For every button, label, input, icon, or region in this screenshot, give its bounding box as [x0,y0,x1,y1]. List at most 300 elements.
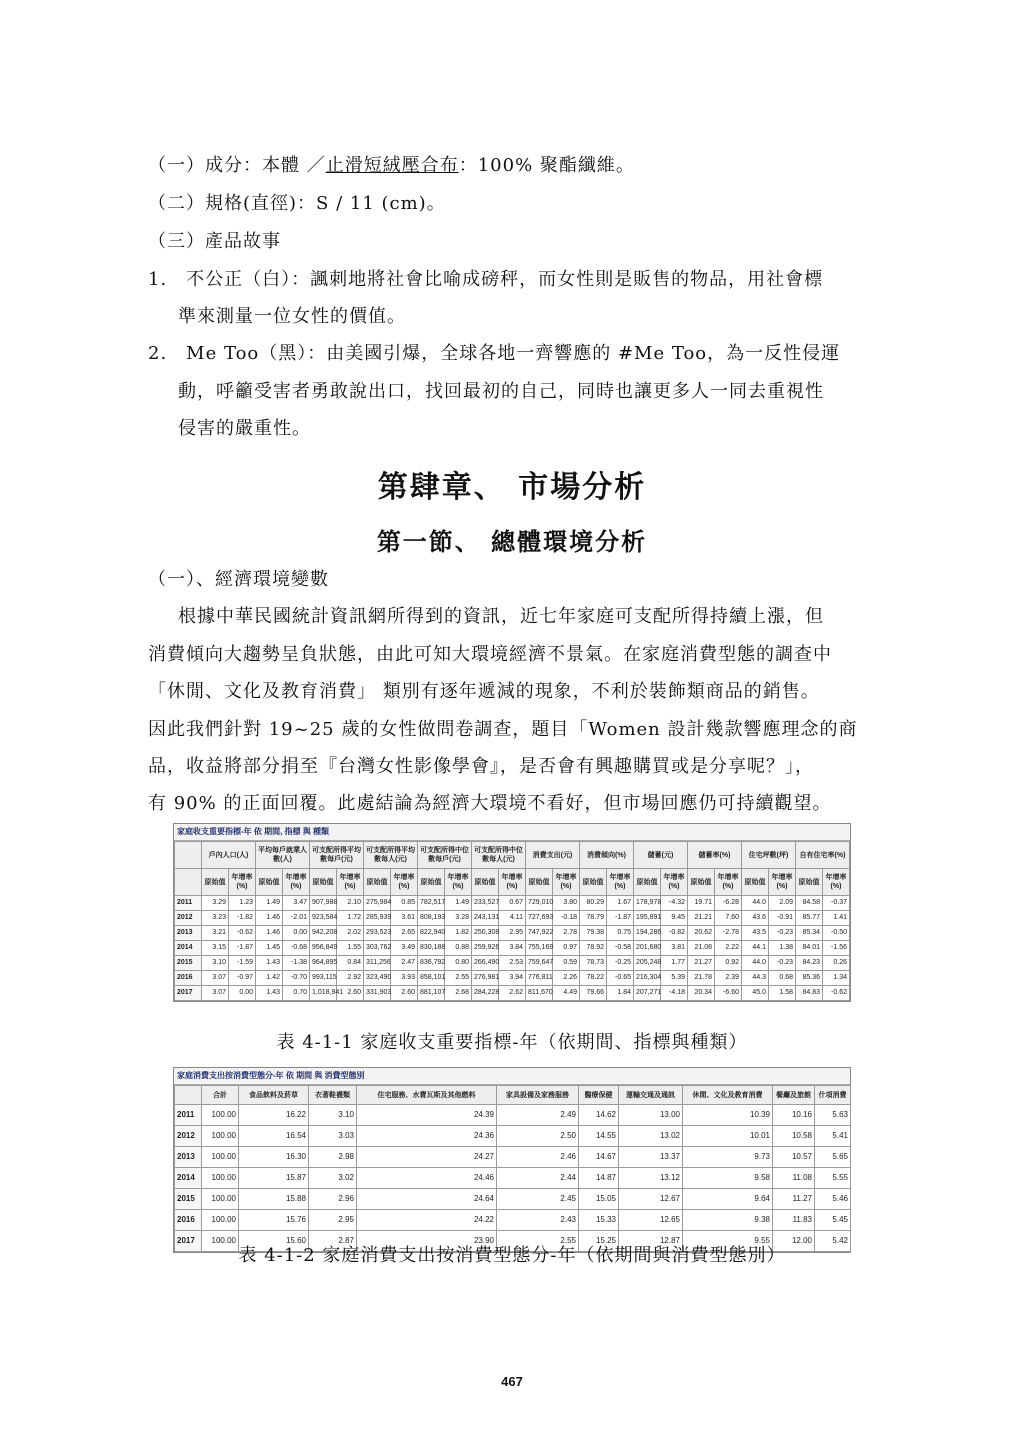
value-cell: 2.26 [553,971,580,986]
year-cell: 2012 [175,911,202,926]
group-header: 可支配所得中位數每人(元) [472,842,526,869]
value-cell: 44.0 [742,896,769,911]
value-cell: 3.49 [391,941,418,956]
value-cell: 100.00 [202,1126,239,1147]
value-cell: 78.73 [580,956,607,971]
value-cell: 2.55 [445,971,472,986]
year-cell: 2014 [175,1168,202,1189]
value-cell: 12.65 [619,1210,683,1231]
year-cell: 2017 [175,1231,202,1252]
value-cell: 2.68 [445,986,472,1001]
value-cell: 24.22 [357,1210,497,1231]
value-cell: 1.55 [337,941,364,956]
consumption-table [173,1067,851,1253]
value-cell: -0.82 [661,926,688,941]
value-cell: 3.10 [202,956,229,971]
value-cell: 7.60 [715,911,742,926]
value-cell: 100.00 [202,1231,239,1252]
value-cell: 12.67 [619,1189,683,1210]
value-cell: 2.78 [553,926,580,941]
household-income-table [173,823,851,1002]
value-cell: 14.67 [579,1147,619,1168]
value-cell: 331,903 [364,986,391,1001]
value-cell: 1,018,941 [310,986,337,1001]
value-cell: 15.88 [239,1189,309,1210]
value-cell: 5.55 [815,1168,851,1189]
value-cell: 836,792 [418,956,445,971]
value-cell: 100.00 [202,1168,239,1189]
value-cell: 275,984 [364,896,391,911]
column-header: 合計 [202,1086,239,1105]
table-row [175,926,850,941]
value-cell: 84.58 [796,896,823,911]
value-cell: 311,256 [364,956,391,971]
value-cell: 1.46 [256,926,283,941]
value-cell: 100.00 [202,1210,239,1231]
sub-header-growth: 年增率(%) [337,869,364,896]
value-cell: 16.22 [239,1105,309,1126]
sub-header-growth: 年增率(%) [283,869,310,896]
value-cell: 100.00 [202,1147,239,1168]
household-income-grid [174,841,850,1001]
value-cell: 85.77 [796,911,823,926]
value-cell: 2.44 [497,1168,579,1189]
value-cell: 993,115 [310,971,337,986]
table-row [175,896,850,911]
value-cell: 3.10 [309,1105,357,1126]
sub-header-raw: 原始值 [472,869,499,896]
paragraph-line-2: 消費傾向大趨勢呈負狀態，由此可知大環境經濟不景氣。在家庭消費型態的調查中 [148,644,832,665]
sub-header-raw: 原始值 [364,869,391,896]
value-cell: 2.43 [497,1210,579,1231]
value-cell: 3.29 [202,896,229,911]
sub-header-raw: 原始值 [202,869,229,896]
column-header: 運輸交通及通訊 [619,1086,683,1105]
table-row [175,1210,851,1231]
value-cell: 1.72 [337,911,364,926]
value-cell: 2.09 [769,896,796,911]
value-cell: 1.49 [445,896,472,911]
value-cell: 2.46 [497,1147,579,1168]
value-cell: 15.87 [239,1168,309,1189]
value-cell: 1.23 [229,896,256,911]
sub-header-growth: 年增率(%) [607,869,634,896]
paragraph-line-1: 根據中華民國統計資訊網所得到的資訊，近七年家庭可支配所得持續上漲，但 [178,606,824,627]
value-cell: 5.42 [815,1231,851,1252]
value-cell: 276,981 [472,971,499,986]
year-cell: 2015 [175,1189,202,1210]
value-cell: 3.47 [283,896,310,911]
value-cell: 78.92 [580,941,607,956]
value-cell: 80.29 [580,896,607,911]
column-header: 衣著鞋襪類 [309,1086,357,1105]
value-cell: 5.63 [815,1105,851,1126]
value-cell: 100.00 [202,1189,239,1210]
value-cell: 0.80 [445,956,472,971]
value-cell: 3.93 [391,971,418,986]
value-cell: 1.77 [661,956,688,971]
value-cell: 755,169 [526,941,553,956]
value-cell: 1.43 [256,956,283,971]
value-cell: -1.87 [229,941,256,956]
value-cell: 45.0 [742,986,769,1001]
story-item-1-line-1: 1. 不公正（白）：諷刺地將社會比喻成磅秤，而女性則是販售的物品，用社會標 [148,269,824,290]
group-header: 可支配所得平均數每戶(元) [310,842,364,869]
value-cell: 85.36 [796,971,823,986]
sub-header-raw: 原始值 [688,869,715,896]
column-header: 休閒、文化及教育消費 [683,1086,773,1105]
value-cell: 10.57 [773,1147,815,1168]
value-cell: 2.60 [391,986,418,1001]
spec-material-label: （一）成分：本體 ／ [148,155,326,176]
year-cell: 2016 [175,1210,202,1231]
group-header: 可支配所得平均數每人(元) [364,842,418,869]
value-cell: 12.87 [619,1231,683,1252]
value-cell: 3.81 [661,941,688,956]
table-row [175,1105,851,1126]
value-cell: 250,308 [472,926,499,941]
value-cell: 13.00 [619,1105,683,1126]
value-cell: 776,811 [526,971,553,986]
group-header: 消費支出(元) [526,842,580,869]
sub-header-growth: 年增率(%) [445,869,472,896]
sub-header-raw: 原始值 [526,869,553,896]
value-cell: 14.55 [579,1126,619,1147]
sub-header-growth: 年增率(%) [823,869,850,896]
value-cell: 24.46 [357,1168,497,1189]
value-cell: -1.82 [229,911,256,926]
value-cell: -0.58 [607,941,634,956]
table-row [175,911,850,926]
value-cell: 2.50 [497,1126,579,1147]
value-cell: 266,490 [472,956,499,971]
value-cell: -0.97 [229,971,256,986]
value-cell: 13.12 [619,1168,683,1189]
value-cell: 44.1 [742,941,769,956]
table-row [175,1126,851,1147]
group-header: 可支配所得中位數每戶(元) [418,842,472,869]
value-cell: 21.27 [688,956,715,971]
value-cell: 2.96 [309,1189,357,1210]
value-cell: 9.64 [683,1189,773,1210]
value-cell: 5.46 [815,1189,851,1210]
value-cell: 0.75 [607,926,634,941]
value-cell: 0.59 [553,956,580,971]
value-cell: 923,584 [310,911,337,926]
paragraph-line-4: 因此我們針對 19~25 歲的女性做問卷調查，題目「Women 設計幾款響應理念的商 [148,719,858,740]
group-header: 儲蓄(元) [634,842,688,869]
paragraph-line-6: 有 90% 的正面回覆。此處結論為經濟大環境不看好，但市場回應仍可持續觀望。 [148,793,832,814]
value-cell: 10.16 [773,1105,815,1126]
value-cell: 15.76 [239,1210,309,1231]
table-row [175,1189,851,1210]
value-cell: 956,849 [310,941,337,956]
value-cell: 5.45 [815,1210,851,1231]
value-cell: 284,228 [472,986,499,1001]
value-cell: -2.78 [715,926,742,941]
sub-header-growth: 年增率(%) [553,869,580,896]
value-cell: 259,926 [472,941,499,956]
value-cell: 16.54 [239,1126,309,1147]
sub-header-raw: 原始值 [634,869,661,896]
value-cell: 727,693 [526,911,553,926]
value-cell: 207,271 [634,986,661,1001]
value-cell: 23.90 [357,1231,497,1252]
group-header: 儲蓄率(%) [688,842,742,869]
value-cell: 3.02 [309,1168,357,1189]
value-cell: 0.70 [283,986,310,1001]
value-cell: 79.38 [580,926,607,941]
value-cell: 0.92 [715,956,742,971]
value-cell: 2.95 [499,926,526,941]
value-cell: 24.27 [357,1147,497,1168]
value-cell: -0.62 [229,926,256,941]
value-cell: 303,762 [364,941,391,956]
value-cell: 1.34 [823,971,850,986]
sub-header-growth: 年增率(%) [715,869,742,896]
household-income-table-title: 家庭收支重要指標-年 依 期間, 指標 與 種類 [174,824,850,841]
table-sub-header-row [175,869,850,896]
value-cell: 100.00 [202,1105,239,1126]
consumption-grid [174,1085,851,1252]
value-cell: 11.27 [773,1189,815,1210]
value-cell: 84.23 [796,956,823,971]
value-cell: 43.5 [742,926,769,941]
value-cell: 2.87 [309,1231,357,1252]
value-cell: -6.60 [715,986,742,1001]
sub-header-growth: 年增率(%) [769,869,796,896]
value-cell: 2.92 [337,971,364,986]
year-sub-header [175,869,202,896]
value-cell: 13.37 [619,1147,683,1168]
value-cell: 2.49 [497,1105,579,1126]
value-cell: 2.98 [309,1147,357,1168]
value-cell: 205,248 [634,956,661,971]
value-cell: -4.18 [661,986,688,1001]
value-cell: 195,891 [634,911,661,926]
value-cell: 15.05 [579,1189,619,1210]
value-cell: 942,208 [310,926,337,941]
sub-header-growth: 年增率(%) [229,869,256,896]
value-cell: -1.59 [229,956,256,971]
value-cell: 13.02 [619,1126,683,1147]
subsection-title: （一）、經濟環境變數 [148,569,329,590]
year-cell: 2011 [175,1105,202,1126]
value-cell: 9.58 [683,1168,773,1189]
value-cell: -0.50 [823,926,850,941]
value-cell: 3.15 [202,941,229,956]
value-cell: 14.87 [579,1168,619,1189]
sub-header-raw: 原始值 [796,869,823,896]
value-cell: -0.65 [607,971,634,986]
value-cell: 1.67 [607,896,634,911]
paragraph-line-5: 品，收益將部分捐至『台灣女性影像學會』，是否會有興趣購買或是分享呢？」， [148,756,814,777]
value-cell: 811,670 [526,986,553,1001]
story-item-1-line-2: 準來測量一位女性的價值。 [178,306,406,327]
value-cell: 15.60 [239,1231,309,1252]
value-cell: 201,680 [634,941,661,956]
consumption-table-title: 家庭消費支出按消費型態分-年 依 期間 與 消費型態別 [174,1068,850,1085]
story-item-2-line-2: 動，呼籲受害者勇敢說出口，找回最初的自己，同時也讓更多人一同去重視性 [178,381,824,402]
value-cell: 21.21 [688,911,715,926]
year-cell: 2011 [175,896,202,911]
value-cell: 830,188 [418,941,445,956]
page-number: 467 [501,1374,523,1389]
value-cell: -0.18 [553,911,580,926]
table-row [175,956,850,971]
value-cell: 9.55 [683,1231,773,1252]
column-header: 家具設備及家務服務 [497,1086,579,1105]
value-cell: 2.39 [715,971,742,986]
value-cell: 21.78 [688,971,715,986]
table-row [175,986,850,1001]
sub-header-raw: 原始值 [418,869,445,896]
value-cell: 0.00 [229,986,256,1001]
value-cell: 20.62 [688,926,715,941]
value-cell: 5.39 [661,971,688,986]
column-header: 食品飲料及菸草 [239,1086,309,1105]
value-cell: 0.88 [445,941,472,956]
table-header-row [175,1086,851,1105]
value-cell: 782,517 [418,896,445,911]
value-cell: 729,010 [526,896,553,911]
value-cell: 43.6 [742,911,769,926]
table-row [175,1147,851,1168]
value-cell: 2.62 [499,986,526,1001]
value-cell: 78.79 [580,911,607,926]
value-cell: 11.08 [773,1168,815,1189]
year-cell: 2014 [175,941,202,956]
value-cell: 15.33 [579,1210,619,1231]
value-cell: 1.45 [256,941,283,956]
sub-header-raw: 原始值 [580,869,607,896]
column-header: 什項消費 [815,1086,851,1105]
value-cell: 5.41 [815,1126,851,1147]
spec-material-fabric: 止滑短絨壓合布 [325,155,459,176]
value-cell: 808,193 [418,911,445,926]
value-cell: 9.73 [683,1147,773,1168]
group-header: 住宅坪數(坪) [742,842,796,869]
value-cell: 84.83 [796,986,823,1001]
value-cell: 1.41 [823,911,850,926]
value-cell: 9.38 [683,1210,773,1231]
value-cell: -0.70 [283,971,310,986]
story-item-2-line-1: 2. Me Too（黑）：由美國引爆，全球各地一齊響應的 #Me Too，為一反性侵運 [148,343,841,364]
table-row [175,971,850,986]
value-cell: 293,523 [364,926,391,941]
value-cell: 3.23 [202,911,229,926]
table-1-caption: 表 4-1-1 家庭收支重要指標-年（依期間、指標與種類） [276,1032,748,1053]
year-header [175,842,202,869]
value-cell: 2.47 [391,956,418,971]
value-cell: 3.84 [499,941,526,956]
spec-line-material [148,154,635,178]
paragraph-line-3: 「休閒、文化及教育消費」 類別有逐年遞減的現象，不利於裝飾類商品的銷售。 [148,681,820,702]
value-cell: 4.49 [553,986,580,1001]
value-cell: 3.80 [553,896,580,911]
value-cell: 1.84 [607,986,634,1001]
value-cell: 84.01 [796,941,823,956]
group-header: 自有住宅率(%) [796,842,850,869]
value-cell: 881,107 [418,986,445,1001]
value-cell: 2.53 [499,956,526,971]
year-cell: 2013 [175,1147,202,1168]
value-cell: -0.62 [823,986,850,1001]
value-cell: 3.28 [445,911,472,926]
value-cell: 79.66 [580,986,607,1001]
value-cell: 10.39 [683,1105,773,1126]
year-cell: 2013 [175,926,202,941]
value-cell: 2.55 [497,1231,579,1252]
value-cell: 12.00 [773,1231,815,1252]
value-cell: 0.26 [823,956,850,971]
year-cell: 2016 [175,971,202,986]
value-cell: 24.64 [357,1189,497,1210]
value-cell: 1.82 [445,926,472,941]
value-cell: 3.03 [309,1126,357,1147]
year-cell: 2012 [175,1126,202,1147]
value-cell: 0.67 [499,896,526,911]
section-title: 第一節、 總體環境分析 [376,527,648,556]
value-cell: 2.65 [391,926,418,941]
year-cell: 2015 [175,956,202,971]
value-cell: 9.45 [661,911,688,926]
value-cell: 78.22 [580,971,607,986]
spec-line-story: （三）產品故事 [148,231,281,252]
value-cell: 0.00 [283,926,310,941]
value-cell: 178,978 [634,896,661,911]
value-cell: 907,988 [310,896,337,911]
spec-line-size: （二）規格(直徑)：S / 11 (cm)。 [148,193,446,214]
value-cell: 1.46 [256,911,283,926]
value-cell: 243,131 [472,911,499,926]
value-cell: 3.21 [202,926,229,941]
value-cell: 216,304 [634,971,661,986]
value-cell: 194,286 [634,926,661,941]
value-cell: 1.42 [256,971,283,986]
value-cell: 2.02 [337,926,364,941]
value-cell: 3.94 [499,971,526,986]
table-2-caption: 表 4-1-2 家庭消費支出按消費型態分-年（依期間與消費型態別） [238,1245,786,1266]
value-cell: 1.43 [256,986,283,1001]
value-cell: 323,490 [364,971,391,986]
value-cell: 15.25 [579,1231,619,1252]
value-cell: 0.97 [553,941,580,956]
sub-header-growth: 年增率(%) [499,869,526,896]
value-cell: -0.68 [283,941,310,956]
value-cell: 0.84 [337,956,364,971]
value-cell: 285,939 [364,911,391,926]
column-header: 醫療保健 [579,1086,619,1105]
value-cell: 2.10 [337,896,364,911]
sub-header-growth: 年增率(%) [391,869,418,896]
value-cell: 1.58 [769,986,796,1001]
value-cell: 85.34 [796,926,823,941]
value-cell: -4.32 [661,896,688,911]
value-cell: 3.07 [202,986,229,1001]
value-cell: 1.49 [256,896,283,911]
value-cell: 3.07 [202,971,229,986]
value-cell: -0.37 [823,896,850,911]
value-cell: 44.3 [742,971,769,986]
value-cell: 21.08 [688,941,715,956]
value-cell: 2.22 [715,941,742,956]
value-cell: -0.23 [769,956,796,971]
chapter-title: 第肆章、 市場分析 [377,470,647,505]
value-cell: 0.85 [391,896,418,911]
value-cell: 747,922 [526,926,553,941]
value-cell: 24.39 [357,1105,497,1126]
